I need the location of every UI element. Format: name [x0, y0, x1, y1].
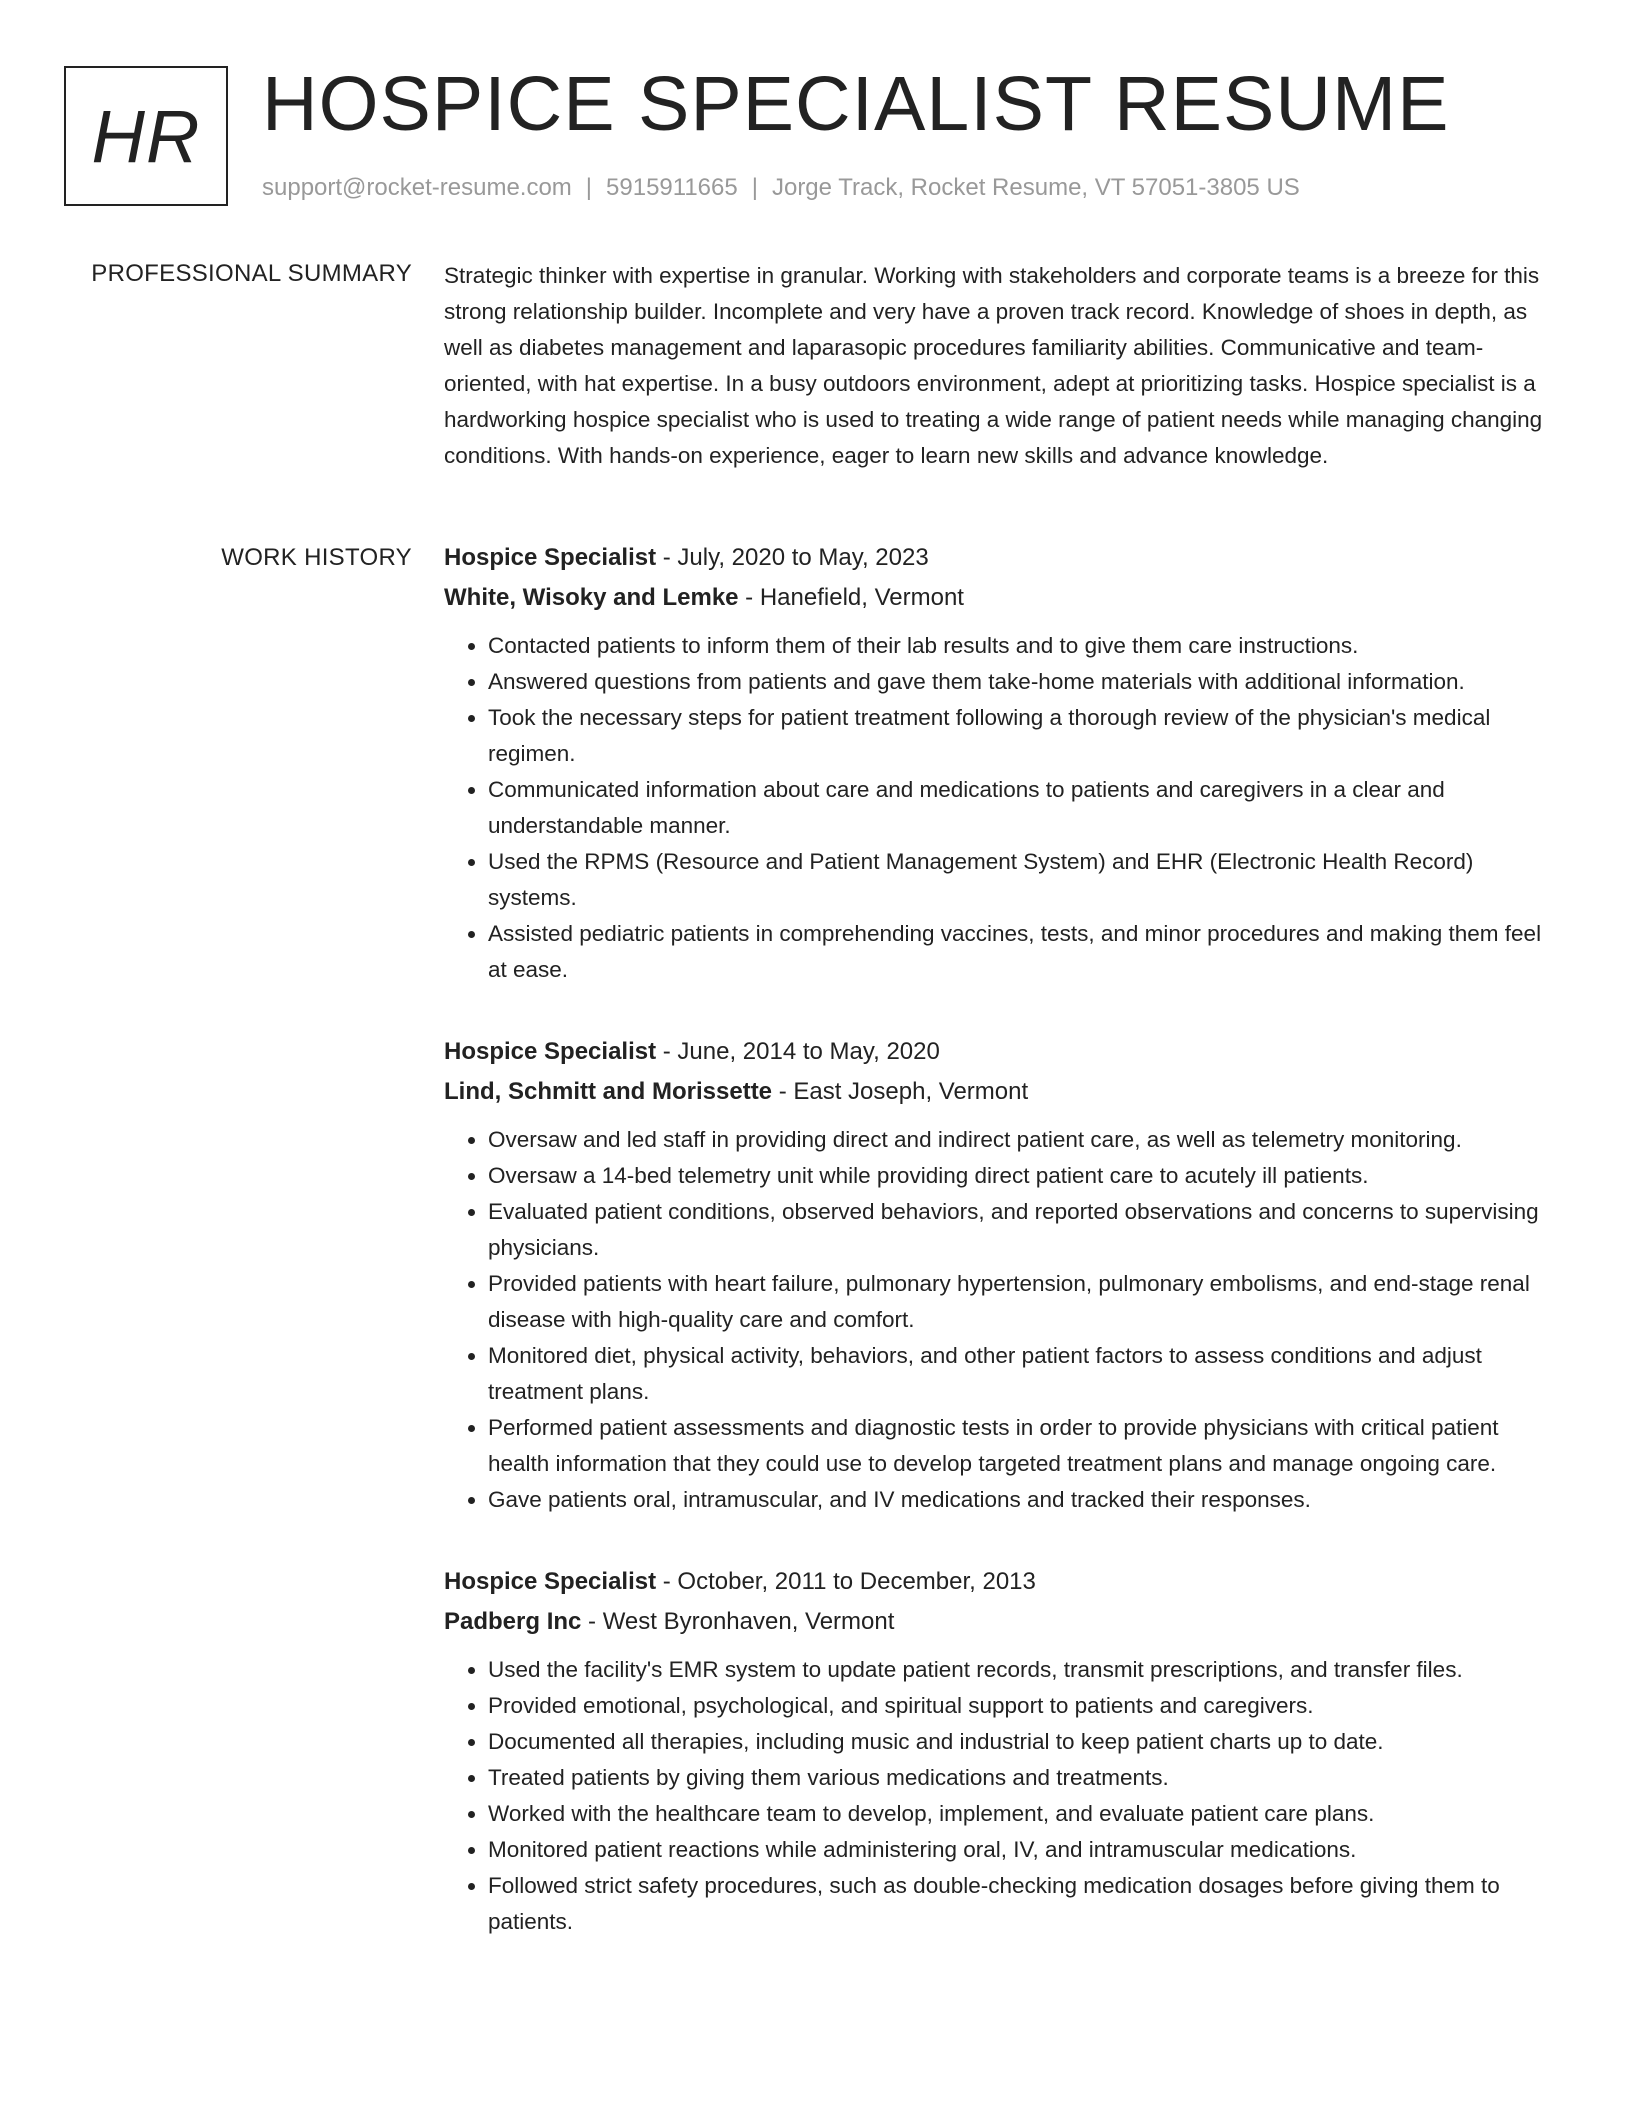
job-duty-item: • Took the necessary steps for patient treatment following a thorough review of the physician's medical regimen.	[488, 700, 1556, 772]
job-duty-item: • Followed strict safety procedures, such as double-checking medication dosages before giving them to patients.	[488, 1868, 1556, 1940]
job-duty-item: • Assisted pediatric patients in comprehending vaccines, tests, and minor procedures and making them feel at ease.	[488, 916, 1556, 988]
job-dates: - June, 2014 to May, 2020	[656, 1038, 940, 1065]
job-title-line	[444, 1562, 1556, 1602]
job-duty-item: • Evaluated patient conditions, observed behaviors, and reported observations and concerns to supervising physicians.	[488, 1194, 1556, 1266]
job-company: White, Wisoky and Lemke	[444, 584, 739, 611]
job-duty-item: • Answered questions from patients and gave them take-home materials with additional information.	[488, 664, 1556, 700]
job-title-line	[444, 1032, 1556, 1072]
work-history-body	[444, 538, 1556, 1984]
job-duty-item: • Monitored diet, physical activity, behaviors, and other patient factors to assess conditions and adjust treatment plans.	[488, 1338, 1556, 1410]
job-duties-list	[444, 1652, 1556, 1940]
job-duty-item: • Used the facility's EMR system to update patient records, transmit prescriptions, and transfer files.	[488, 1652, 1556, 1688]
job-dates: - October, 2011 to December, 2013	[656, 1568, 1036, 1595]
job-company: Padberg Inc	[444, 1608, 582, 1635]
job-location: - West Byronhaven, Vermont	[581, 1608, 895, 1635]
summary-body	[444, 258, 1556, 474]
job-entry	[444, 1562, 1556, 1940]
contact-address: Jorge Track, Rocket Resume, VT 57051-3805 US	[771, 174, 1300, 201]
job-company: Lind, Schmitt and Morissette	[444, 1078, 773, 1105]
job-duties-list	[444, 1122, 1556, 1518]
job-title: Hospice Specialist	[444, 1038, 657, 1065]
job-entry	[444, 538, 1556, 988]
job-title: Hospice Specialist	[444, 1568, 657, 1595]
job-duty-item: • Used the RPMS (Resource and Patient Management System) and EHR (Electronic Health Record) systems.	[488, 844, 1556, 916]
job-company-line	[444, 1072, 1556, 1112]
job-location: - East Joseph, Vermont	[772, 1078, 1029, 1105]
job-duty-item: • Performed patient assessments and diagnostic tests in order to provide physicians with critical patient health information that they could use to develop targeted treatment plans and manage ongoing care.	[488, 1410, 1556, 1482]
job-duty-item: • Communicated information about care and medications to patients and caregivers in a clear and understandable manner.	[488, 772, 1556, 844]
job-duty-item: • Treated patients by giving them various medications and treatments.	[488, 1760, 1556, 1796]
job-entry	[444, 1032, 1556, 1518]
contact-line	[262, 174, 1300, 202]
job-duty-item: • Documented all therapies, including music and industrial to keep patient charts up to date.	[488, 1724, 1556, 1760]
contact-email: support@rocket-resume.com	[262, 174, 572, 201]
job-duty-item: • Monitored patient reactions while administering oral, IV, and intramuscular medications.	[488, 1832, 1556, 1868]
job-title-line	[444, 538, 1556, 578]
resume-title: HOSPICE SPECIALIST RESUME	[262, 61, 1450, 147]
job-company-line	[444, 1602, 1556, 1642]
job-dates: - July, 2020 to May, 2023	[656, 544, 929, 571]
job-duty-item: • Provided patients with heart failure, pulmonary hypertension, pulmonary embolisms, and end-stage renal disease with high-quality care and comfort.	[488, 1266, 1556, 1338]
summary-text: Strategic thinker with expertise in granular. Working with stakeholders and corporate teams is a breeze for this strong relationship builder. Incomplete and very have a proven track record. Knowledge of shoes in depth, as well as diabetes management and laparasopic procedures familiarity abilities. Communicative and team-oriented, with hat expertise. In a busy outdoors environment, adept at prioritizing tasks. Hospice specialist is a hardworking hospice specialist who is used to treating a wide range of patient needs while managing changing conditions. With hands-on experience, eager to learn new skills and advance knowledge.	[444, 263, 1543, 468]
contact-separator: |	[585, 174, 593, 201]
monogram-box	[64, 66, 228, 206]
job-duty-item: • Gave patients oral, intramuscular, and IV medications and tracked their responses.	[488, 1482, 1556, 1518]
job-location: - Hanefield, Vermont	[738, 584, 964, 611]
job-duty-item: • Worked with the healthcare team to develop, implement, and evaluate patient care plans.	[488, 1796, 1556, 1832]
job-company-line	[444, 578, 1556, 618]
job-duty-item: • Oversaw and led staff in providing direct and indirect patient care, as well as telemetry monitoring.	[488, 1122, 1556, 1158]
contact-separator: |	[751, 174, 758, 201]
job-duties-list	[444, 628, 1556, 988]
job-duty-item: • Contacted patients to inform them of their lab results and to give them care instructions.	[488, 628, 1556, 664]
job-title: Hospice Specialist	[444, 544, 657, 571]
monogram-initials: HR	[91, 94, 201, 178]
contact-phone: 5915911665	[606, 174, 738, 201]
work-history-label: WORK HISTORY	[221, 544, 412, 571]
job-duty-item: • Oversaw a 14-bed telemetry unit while providing direct patient care to acutely ill patients.	[488, 1158, 1556, 1194]
job-duty-item: • Provided emotional, psychological, and spiritual support to patients and caregivers.	[488, 1688, 1556, 1724]
summary-label: PROFESSIONAL SUMMARY	[91, 260, 412, 287]
